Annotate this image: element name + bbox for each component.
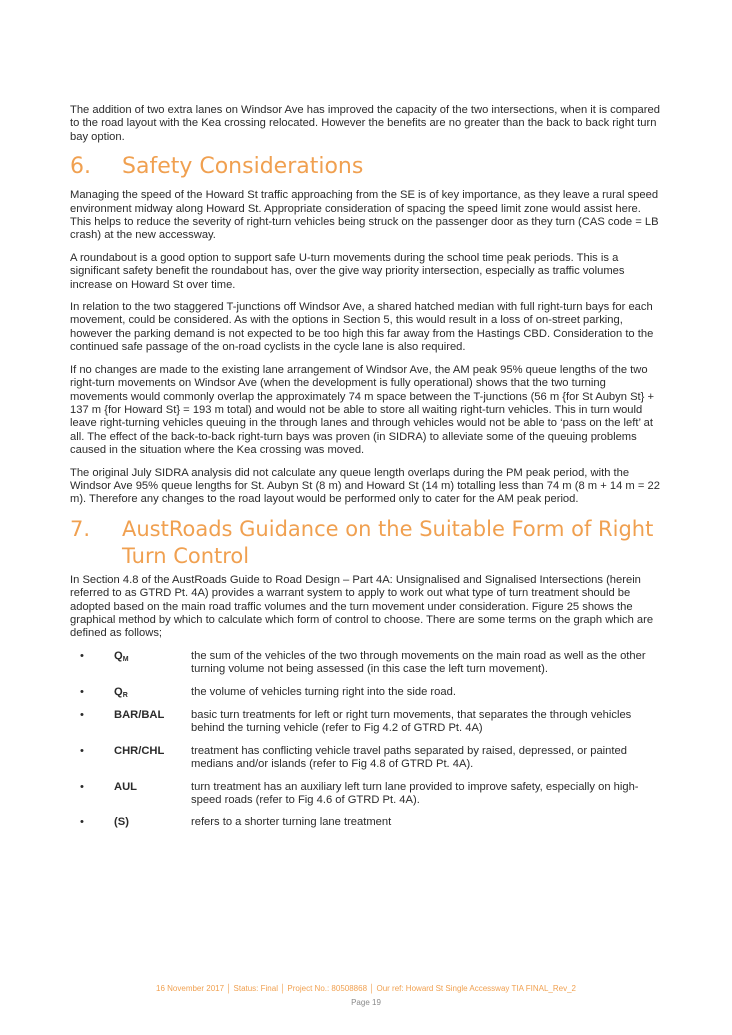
section-7-number: 7.	[70, 516, 91, 541]
definition-text: turn treatment has an auxiliary left turn lane provided to improve safety, especially on high-speed roads (refer to Fig 4.6 of GTRD Pt. 4A).	[191, 780, 639, 807]
section-6-paragraph: Managing the speed of the Howard St traffic approaching from the SE is of key importance, as they leave a rural speed environment midway along Howard St. Appropriate consideration of spacing the speed limit zone would assist here. This helps to reduce the severity of right-turn vehicles being struck on the passenger door as they turn (CAS code = LB crash) at the new accessway.	[70, 189, 659, 242]
section-6-number: 6.	[70, 154, 91, 180]
definition-term: (S)	[114, 816, 129, 829]
list-item	[70, 745, 664, 772]
definition-term: BAR/BAL	[114, 709, 165, 721]
definition-term: $Q_R$	[114, 685, 128, 699]
page-footer: 16 November 2017 │ Status: Final │ Project No.: 80508868 │ Our ref: Howard St Single Accessway TIA FINAL_Rev_2	[156, 984, 576, 993]
bullet-icon: •	[80, 685, 84, 698]
section-6-title: Safety Considerations	[122, 154, 364, 180]
section-7-heading	[70, 516, 664, 570]
section-7-title: AustRoads Guidance on the Suitable Form of Right Turn Control	[122, 516, 654, 568]
intro-paragraph: The addition of two extra lanes on Windsor Ave has improved the capacity of the two intersections, when it is compared to the road layout with the Kea crossing relocated. However the benefits are no greater than the back to back right turn bay option.	[70, 104, 660, 143]
section-6-heading	[70, 153, 664, 181]
definition-text: the volume of vehicles turning right into the side road.	[191, 685, 456, 698]
section-6-paragraph: In relation to the two staggered T-junctions off Windsor Ave, a shared hatched median with full right-turn bays for each movement, could be considered. As with the options in Section 5, this would result in a loss of on-street parking, however the parking demand is not expected to be too high this far away from the Hastings CBD. Consideration to the continued safe passage of the on-road cyclists in the cycle lane is also required.	[70, 301, 654, 354]
definition-text: the sum of the vehicles of the two through movements on the main road as well as the other turning volume not being assessed (in this case the left turn movement).	[191, 649, 646, 676]
list-item	[70, 816, 664, 829]
list-item	[70, 650, 664, 677]
bullet-icon: •	[80, 649, 84, 662]
definition-term: AUL	[114, 780, 137, 793]
definition-term: $Q_M$	[114, 649, 129, 663]
definitions-list	[70, 650, 664, 830]
definition-term: CHR/CHL	[114, 744, 165, 757]
definition-text: treatment has conflicting vehicle travel paths separated by raised, depressed, or painted medians and/or islands (refer to Fig 4.8 of GTRD Pt. 4A).	[191, 744, 627, 771]
document-page	[70, 104, 664, 839]
definition-text: basic turn treatments for left or right turn movements, that separates the through vehicles behind the turning vehicle (refer to Fig 4.2 of GTRD Pt. 4A)	[191, 709, 632, 735]
list-item	[70, 686, 664, 700]
list-item	[70, 781, 664, 808]
bullet-icon: •	[80, 816, 84, 829]
section-6-paragraph: A roundabout is a good option to support safe U-turn movements during the school time peak periods. This is a significant safety benefit the roundabout has, over the give way priority intersection, especially as traffic volumes increase on Howard St over time.	[70, 251, 625, 291]
bullet-icon: •	[80, 744, 84, 757]
definition-text: refers to a shorter turning lane treatment	[191, 816, 392, 829]
section-7-paragraph: In Section 4.8 of the AustRoads Guide to Road Design – Part 4A: Unsignalised and Signalised Intersections (herein referred to as GTRD Pt. 4A) provides a warrant system to apply to work out what type of turn treatment should be adopted based on the main road traffic volumes and the turn movement under consideration. Figure 25 shows the graphical method by which to calculate which form of control to choose. There are some terms on the graph which are defined as follows;	[70, 573, 654, 640]
bullet-icon: •	[80, 709, 84, 721]
section-6-paragraph: If no changes are made to the existing lane arrangement of Windsor Ave, the AM peak 95% queue lengths of the two right-turn movements on Windsor Ave (when the development is fully operational) shows that the two turning movements would commonly overlap the approximately 74 m space between the T-junctions (56 m {for St Aubyn St} + 137 m {for Howard St} = 193 m total) and would not be able to store all waiting right-turn vehicles. This in turn would leave right-turning vehicles queuing in the through lanes and through vehicles would not be able to ‘pass on the left’ at all. The effect of the back-to-back right-turn bays was proven (in SIDRA) to alleviate some of the queuing problems caused in the situation where the Kea crossing was moved.	[70, 363, 655, 457]
bullet-icon: •	[80, 780, 84, 793]
list-item	[70, 709, 664, 736]
section-6-paragraph: The original July SIDRA analysis did not calculate any queue length overlaps during the PM peak period, with the Windsor Ave 95% queue lengths for St. Aubyn St (8 m) and Howard St (14 m) totalling less than 74 m (8 m + 14 m = 22 m). Therefore any changes to the road layout would be performed only to cater for the AM peak period.	[70, 466, 660, 506]
page-number: Page 19	[351, 998, 381, 1007]
